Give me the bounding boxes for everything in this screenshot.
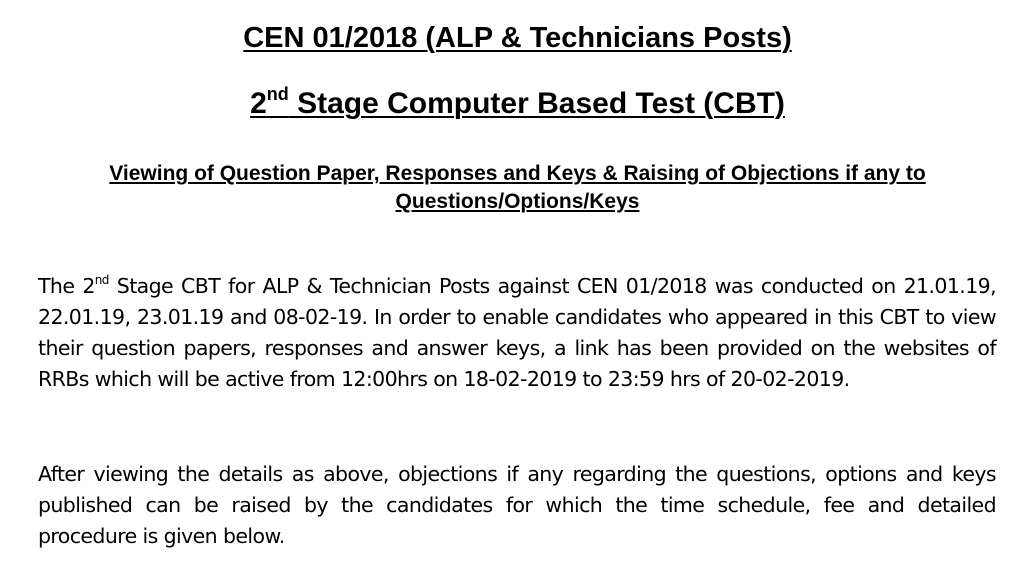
stage-ordinal-suffix: nd — [266, 84, 289, 104]
paragraph-schedule — [38, 271, 996, 395]
section-subtitle: Viewing of Question Paper, Responses and Keys & Raising of Objections if any to Questions/Options/Keys — [109, 162, 926, 213]
ordinal-suffix: nd — [94, 273, 109, 287]
paragraph-objections: After viewing the details as above, objections if any regarding the questions, options and keys published can be raised by the candidates for which the time schedule, fee and detailed procedure is given below. — [38, 462, 996, 548]
paragraph-lead: The 2 — [38, 274, 95, 298]
notice-title: CEN 01/2018 (ALP & Technicians Posts) — [243, 22, 792, 54]
paragraph-body: Stage CBT for ALP & Technician Posts against CEN 01/2018 was conducted on 21.01.19, 22.01.19, 23.01.19 and 08-02-19. In order to enable candidates who appeared in this CBT to view their question papers, responses and answer keys, a link has been provided on the websites of RRBs which will be active from 12:00hrs on 18-02-2019 to 23:59 hrs of 20-02-2019. — [38, 274, 996, 391]
stage-title — [0, 82, 1035, 126]
stage-title-text: Stage Computer Based Test (CBT) — [288, 87, 785, 120]
stage-number: 2 — [250, 87, 267, 120]
